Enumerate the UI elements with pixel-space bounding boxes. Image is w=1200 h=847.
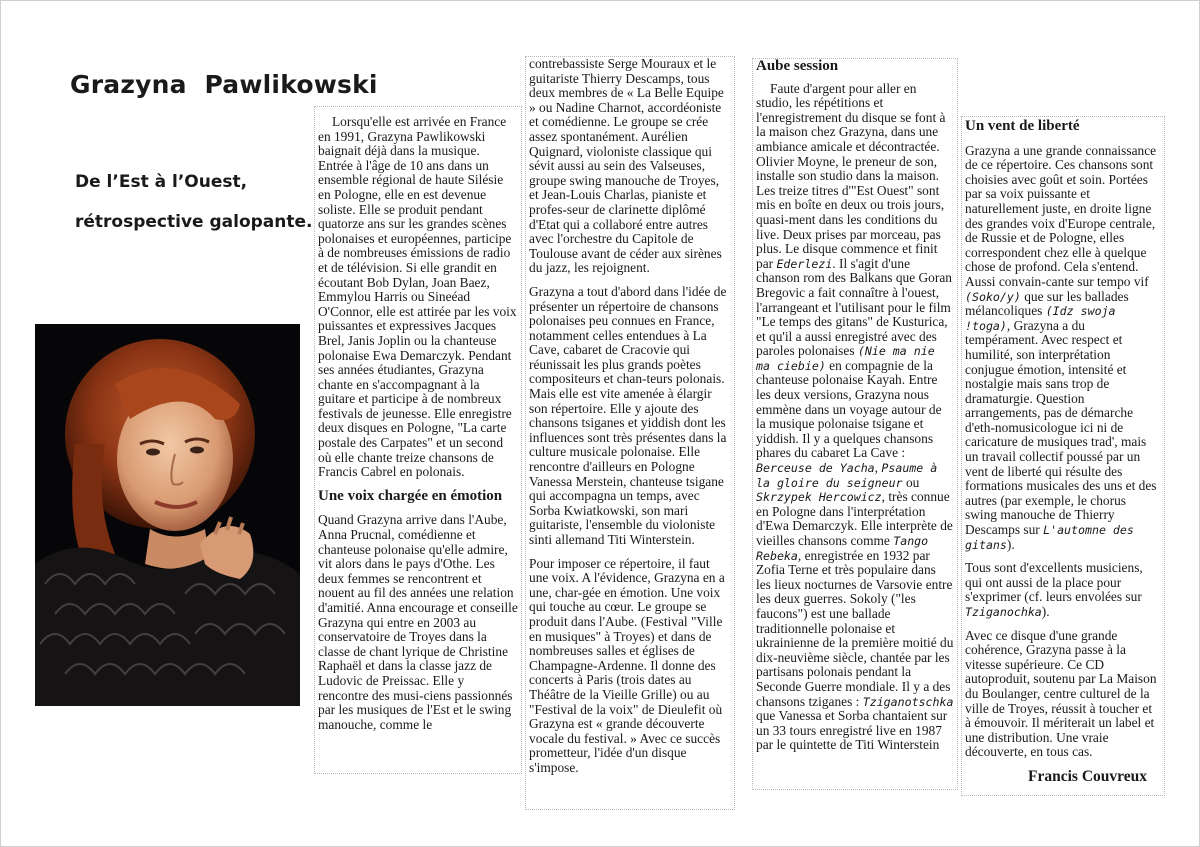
article-column-3: [752, 58, 958, 790]
text-run: ).: [1041, 604, 1050, 619]
paragraph: Lorsqu'elle est arrivée en France en 1991, Grazyna Pawlikowski baignait déjà dans la musique. Entrée à l'âge de 10 ans dans un ensemble régional de haute Silésie en Pologne, elle en est devenue soliste. Elle se produit pendant quatorze ans sur les grandes scènes polonaises et européennes, participe à de nombreuses émissions de radio et de télévision. Si elle grandit en écoutant Bob Dylan, Joan Baez, Emmylou Harris ou Sineéad O'Connor, elle est attirée par les voix puissantes et expressives Jacques Brel, Janis Joplin ou la chanteuse polonaise Ewa Demarczyk. Pendant ses années étudiantes, Grazyna chante en s'accompagnant à la guitare et participe à de nombreux festivals de jeunesse. Elle enregistre deux disques en Pologne, "La carte postale des Carpates" et un second où elle chante treize chansons de Francis Cabrel en polonais.: [318, 114, 517, 480]
article-column-2: [525, 56, 735, 810]
text-run: que sur les ballades mélancoliques: [965, 288, 1129, 319]
text-run: ou: [902, 474, 920, 490]
text-run: . Il s'agit d'une chanson rom des Balkans que Goran Bregovic a fait connaître à l'ouest, l'arrangeant et l'utilisant pour le film "Le temps des gitans" de Kusturica, et qu'il a aussi enregistré avec des paroles polonaises: [756, 255, 952, 359]
subtitle-line-1: De l’Est à l’Ouest,: [75, 172, 248, 192]
text-run: ).: [1006, 536, 1015, 552]
paragraph: Quand Grazyna arrive dans l'Aube, Anna Prucnal, comédienne et chanteuse polonaise qu'elle admire, vit alors dans le pays d'Othe. Les deux femmes se rencontrent et nouent au fil des années une relation d'amitié. Anna encourage et conseille Grazyna qui entre en 2003 au conservatoire de Troyes dans la classe de chant lyrique de Christine Raphaël et dans la classe jazz de Ludovic de Preissac. Elle y rencontre des musi-ciens passionnés par les musiques de l'Est et le swing manouche, comme le: [318, 512, 518, 732]
text-run: , très connue en Pologne dans l'interprétation d'Ewa Demarczyk. Elle interprète de vieilles chansons comme: [756, 489, 953, 548]
paragraph: [965, 561, 1161, 619]
song-title: (Nie ma nie ma ciebie): [756, 344, 935, 373]
song-title: Berceuse de Yacha: [756, 461, 875, 476]
song-title: Tziganochka: [965, 605, 1042, 619]
text-run: Faute d'argent pour aller en studio, les répétitions et l'enregistrement du disque se font à la maison chez Grazyna, dans une ambiance amicale et décontractée. Olivier Moyne, le preneur de son, installe son studio dans la maison. Les treize titres d'"Est Ouest" sont mis en boîte en deux ou trois jours, quasi-ment dans les conditions du live. Deux prises par morceau, pas plus. Le disque commence et finit par: [756, 80, 946, 271]
section-heading: Un vent de liberté: [965, 118, 1080, 134]
text-run: que Vanessa et Sorba chantaient sur un 33 tours enregistré live en 1987 par le quintette de Titi Winterstein: [756, 708, 948, 753]
author-signature: Francis Couvreux: [1028, 767, 1147, 785]
paragraph: [756, 82, 954, 753]
article-column-1: [314, 106, 522, 774]
section-heading: Aube session: [756, 58, 839, 74]
paragraph: Avec ce disque d'une grande cohérence, Grazyna passe à la vitesse supérieure. Ce CD autoproduit, soutenu par La Maison du Boulanger, centre culturel de la ville de Troyes, réussit à toucher et à émouvoir. Il mériterait un label et une distribution. Une vraie découverte, en tous cas.: [965, 627, 1157, 760]
subtitle-line-2: rétrospective galopante.: [75, 212, 313, 232]
song-title: Tango Rebeka: [756, 534, 929, 563]
page-title: Grazyna Pawlikowski: [70, 70, 378, 99]
paragraph: Grazyna a tout d'abord dans l'idée de présenter un répertoire de chansons polonaises peu connues en France, notamment celles entendues à La Cave, cabaret de Cracovie qui réunissait les plus grands poètes compositeurs et chan-teurs polonais. Mais elle est vite amenée à élargir son répertoire. Elle y ajoute des chansons tsiganes et yiddish dont les influences sont très présentes dans la culture musicale polonaise. Elle rencontre d'ailleurs en Pologne Vanessa Merstein, chanteuse tsigane qui accompagna un temps, avec Sorba Kwiatkowski, son mari guitariste, l'ensemble du violoniste sinti allemand Titi Winterstein.: [529, 283, 727, 547]
portrait-photo-illustration: [35, 324, 300, 706]
song-title: Skrzypek Hercowicz: [756, 490, 882, 505]
article-column-4: [961, 116, 1165, 796]
text-run: Tous sont d'excellents musiciens, qui ont aussi de la place pour s'exprimer (cf. leurs envolées sur: [965, 560, 1143, 605]
text-run: Grazyna a une grande connaissance de ce répertoire. Ces chansons sont choisies avec goût et soin. Portées par sa voix puissante et naturellement juste, en droite ligne des grandes voix d'Europe centrale, de Russie et de Pologne, elles correspondent chez elle à quelque chose de profond. Cela s'entend. Aussi convain-cante sur tempo vif: [965, 142, 1157, 289]
text-run: , enregistrée en 1932 par Zofia Terne et très populaire dans les lieux nocturnes de Varsovie entre les deux guerres. Sokoly ("les faucons") est une ballade traditionnelle polonaise et ukrainienne de la première moitié du dix-neuvième siècle, chantée par les partisans polonais pendant la Seconde Guerre mondiale. Il y a des chansons tziganes :: [756, 547, 954, 709]
text-run: ,: [874, 460, 882, 476]
paragraph: Pour imposer ce répertoire, il faut une voix. A l'évidence, Grazyna en a une, char-gée en émotion. Une voix qui touche au cœur. Le groupe se produit dans l'Aube. (Festival "Ville en musiques" à Troyes) et dans de nombreuses salles et églises de Champagne-Ardenne. Il donne des concerts à Paris (trois dates au Théâtre de la Vieille Grille) ou au "Festival de la voix" de Dieulefit où Grazyna est « grande découverte vocale du festival. » Avec ce succès prometteur, l'idée d'un disque s'impose.: [529, 555, 725, 775]
text-run: en compagnie de la chanteuse polonaise Kayah. Entre les deux versions, Grazyna nous emmène dans un voyage autour de la musique polonaise tsigane et yiddish. Il y a quelques chansons phares du cabaret La Cave :: [756, 357, 942, 461]
song-title: L'automne des gitans: [965, 523, 1134, 552]
paragraph: [965, 144, 1161, 553]
song-title: Ederlezi: [776, 256, 833, 271]
section-heading: Une voix chargée en émotion: [318, 487, 503, 504]
song-title: (Soko/y): [965, 289, 1021, 304]
song-title: Psaume à la gloire du seigneur: [756, 461, 938, 490]
text-run: , Grazyna a du tempérament. Avec respect et humilité, son interprétation conjugue émotion, intensité et nostalgie mais sans trop de dramaturgie. Question arrangements, pas de démarche d'eth-nomusicologue ici ni de caricature de musiques trad', mais un travail collectif poussé par un vent de liberté qui résulte des formations musicales des uns et des autres (par exemple, le chorus swing manouche de Thierry Descamps sur: [965, 317, 1157, 538]
paragraph: contrebassiste Serge Mouraux et le guitariste Thierry Descamps, tous deux membres de « La Belle Equipe » ou Nadine Charnot, accordéoniste et comédienne. Le groupe se crée assez spontanément. Aurélien Quignard, violoniste classique qui sévit aussi au sein des Valseuses, groupe swing manouche de Troyes, et Jean-Louis Charlas, pianiste et profes-seur de clarinette diplômé d'Etat qui a collaboré entre autres avec l'orchestre du Capitole de Toulouse avant de céder aux sirènes du jazz, les rejoignent.: [529, 56, 724, 276]
song-title: (Idz swoja !toga): [965, 304, 1116, 333]
song-title: Tziganotschka: [862, 694, 954, 709]
portrait-photo: [35, 324, 300, 706]
